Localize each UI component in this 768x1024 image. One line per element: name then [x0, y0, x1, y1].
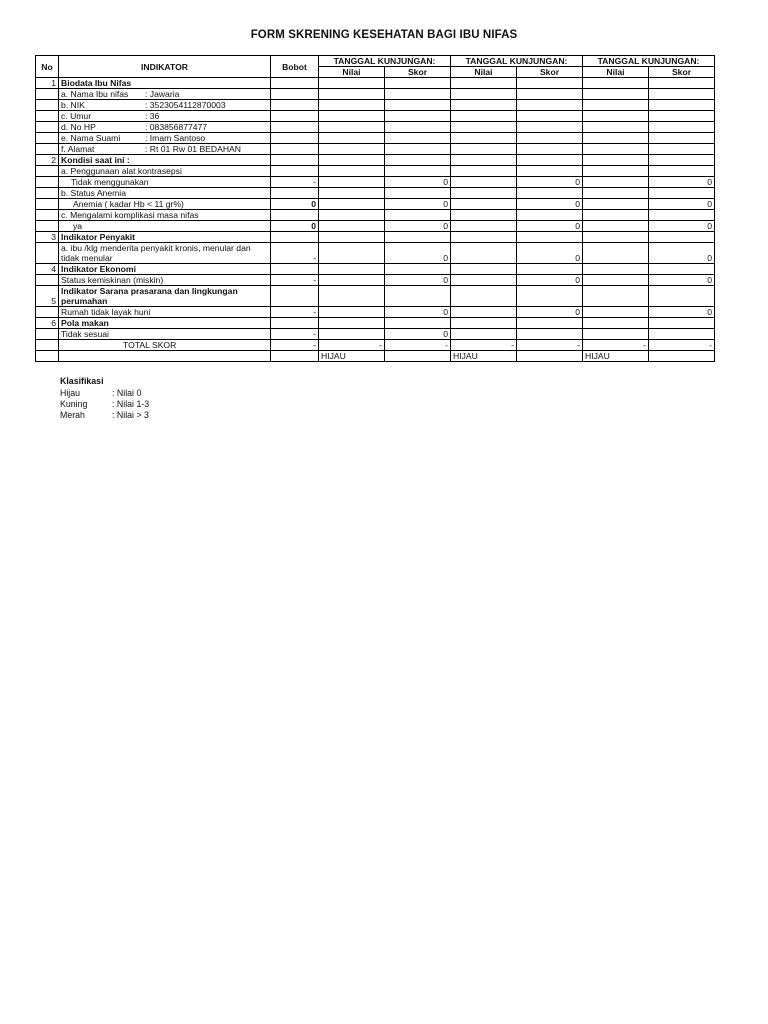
biodata-row [36, 100, 715, 111]
skor-cell: 0 [517, 275, 583, 286]
table-row [36, 177, 715, 188]
skor-cell: 0 [517, 177, 583, 188]
bobot-cell: - [271, 243, 319, 264]
klasifikasi-value: : Nilai 0 [112, 388, 142, 398]
status-value: HIJAU [319, 351, 385, 362]
header-skor-3: Skor [649, 67, 715, 78]
biodata-cell [59, 144, 271, 155]
row-label: Status kemiskinan (miskin) [59, 275, 271, 286]
skor-cell: 0 [385, 329, 451, 340]
klasifikasi-value: : Nilai 1-3 [112, 399, 150, 409]
skor-cell: 0 [649, 243, 715, 264]
header-skor-2: Skor [517, 67, 583, 78]
biodata-row [36, 89, 715, 100]
row-label: ya [59, 221, 271, 232]
klasifikasi-item [60, 399, 149, 410]
header-no: No [36, 56, 59, 78]
subheading-label: c. Mengalami komplikasi masa nifas [59, 210, 271, 221]
biodata-key: a. Nama Ibu nifas [61, 89, 129, 99]
subheading-row [36, 210, 715, 221]
section-row [36, 232, 715, 243]
skor-cell: 0 [385, 307, 451, 318]
header-indikator: INDIKATOR [59, 56, 271, 78]
section-title: Indikator Sarana prasarana dan lingkungan perumahan [59, 286, 271, 307]
skor-cell: 0 [385, 177, 451, 188]
section-row [36, 78, 715, 89]
header-visit-3: TANGGAL KUNJUNGAN: [583, 56, 715, 67]
skor-cell: 0 [517, 243, 583, 264]
biodata-key: c. Umur [61, 111, 92, 121]
table-row [36, 221, 715, 232]
biodata-value: : 3523054112870003 [145, 100, 226, 110]
biodata-cell [59, 111, 271, 122]
klasifikasi-value: : Nilai > 3 [112, 410, 149, 420]
biodata-row [36, 122, 715, 133]
biodata-cell [59, 133, 271, 144]
table-row [36, 275, 715, 286]
section-number: 1 [36, 78, 59, 89]
row-label: a. ibu /klg menderita penyakit kronis, menular dan tidak menular [59, 243, 271, 264]
skor-cell: 0 [649, 221, 715, 232]
header-row-1 [36, 56, 715, 67]
table-row [36, 329, 715, 340]
header-nilai-1: Nilai [319, 67, 385, 78]
header-skor-1: Skor [385, 67, 451, 78]
subheading-label: a. Penggunaan alat kontrasepsi [59, 166, 271, 177]
biodata-cell [59, 100, 271, 111]
table-row [36, 307, 715, 318]
klasifikasi-key: Merah [60, 410, 85, 420]
skor-cell: 0 [649, 177, 715, 188]
row-label: Anemia ( kadar Hb < 11 gr%) [59, 199, 271, 210]
total-value: - [319, 340, 385, 351]
row-label: Rumah tidak layak huni [59, 307, 271, 318]
header-nilai-3: Nilai [583, 67, 649, 78]
skor-cell: 0 [385, 199, 451, 210]
total-value: - [451, 340, 517, 351]
status-value: HIJAU [583, 351, 649, 362]
biodata-row [36, 111, 715, 122]
klasifikasi-title: Klasifikasi [60, 376, 104, 386]
bobot-cell: - [271, 307, 319, 318]
bobot-cell: 0 [271, 221, 319, 232]
header-visit-1: TANGGAL KUNJUNGAN: [319, 56, 451, 67]
klasifikasi-key: Hijau [60, 388, 81, 398]
biodata-cell [59, 89, 271, 100]
section-title: Kondisi saat ini : [59, 155, 271, 166]
biodata-key: b. NIK [61, 100, 85, 110]
total-value: - [583, 340, 649, 351]
section-number: 6 [36, 318, 59, 329]
biodata-row [36, 133, 715, 144]
total-row [36, 340, 715, 351]
skor-cell: 0 [649, 307, 715, 318]
biodata-cell [59, 122, 271, 133]
skor-cell: 0 [517, 307, 583, 318]
section-number: 5 [36, 286, 59, 307]
skor-cell: 0 [517, 199, 583, 210]
subheading-row [36, 166, 715, 177]
section-row [36, 264, 715, 275]
skor-cell: 0 [649, 199, 715, 210]
total-bobot: - [271, 340, 319, 351]
section-title: Biodata Ibu Nifas [59, 78, 271, 89]
table-row [36, 199, 715, 210]
skor-cell: 0 [385, 243, 451, 264]
status-value: HIJAU [451, 351, 517, 362]
biodata-value: : Rt 01 Rw 01 BEDAHAN [145, 144, 241, 154]
biodata-value: : 36 [145, 111, 160, 121]
skor-cell: 0 [649, 275, 715, 286]
klasifikasi-key: Kuning [60, 399, 88, 409]
table-row [36, 243, 715, 264]
biodata-row [36, 144, 715, 155]
biodata-value: : Imam Santoso [145, 133, 206, 143]
subheading-label: b. Status Anemia [59, 188, 271, 199]
klasifikasi-item [60, 388, 149, 399]
total-value: - [649, 340, 715, 351]
section-number: 2 [36, 155, 59, 166]
section-row [36, 318, 715, 329]
status-row [36, 351, 715, 362]
klasifikasi-item [60, 410, 149, 421]
biodata-value: : Jawaria [145, 89, 180, 99]
row-label: Tidak sesuai [59, 329, 271, 340]
biodata-key: f. Alamat [61, 144, 95, 154]
bobot-cell: - [271, 177, 319, 188]
section-number: 4 [36, 264, 59, 275]
screening-table [35, 55, 715, 362]
section-row [36, 155, 715, 166]
total-value: - [517, 340, 583, 351]
header-bobot: Bobot [271, 56, 319, 78]
skor-cell: 0 [385, 221, 451, 232]
klasifikasi-legend [60, 376, 149, 421]
section-title: Indikator Ekonomi [59, 264, 271, 275]
bobot-cell: 0 [271, 199, 319, 210]
section-title: Pola makan [59, 318, 271, 329]
section-number: 3 [36, 232, 59, 243]
bobot-cell: - [271, 275, 319, 286]
skor-cell: 0 [517, 221, 583, 232]
biodata-key: e. Nama Suami [61, 133, 121, 143]
total-label: TOTAL SKOR [59, 340, 271, 351]
header-visit-2: TANGGAL KUNJUNGAN: [451, 56, 583, 67]
skor-cell: 0 [385, 275, 451, 286]
row-label: Tidak menggunakan [59, 177, 271, 188]
biodata-key: d. No HP [61, 122, 96, 132]
section-row [36, 286, 715, 307]
bobot-cell: - [271, 329, 319, 340]
biodata-value: : 083856877477 [145, 122, 208, 132]
subheading-row [36, 188, 715, 199]
form-title: FORM SKRENING KESEHATAN BAGI IBU NIFAS [250, 29, 518, 41]
section-title: Indikator Penyakit [59, 232, 271, 243]
header-nilai-2: Nilai [451, 67, 517, 78]
total-value: - [385, 340, 451, 351]
